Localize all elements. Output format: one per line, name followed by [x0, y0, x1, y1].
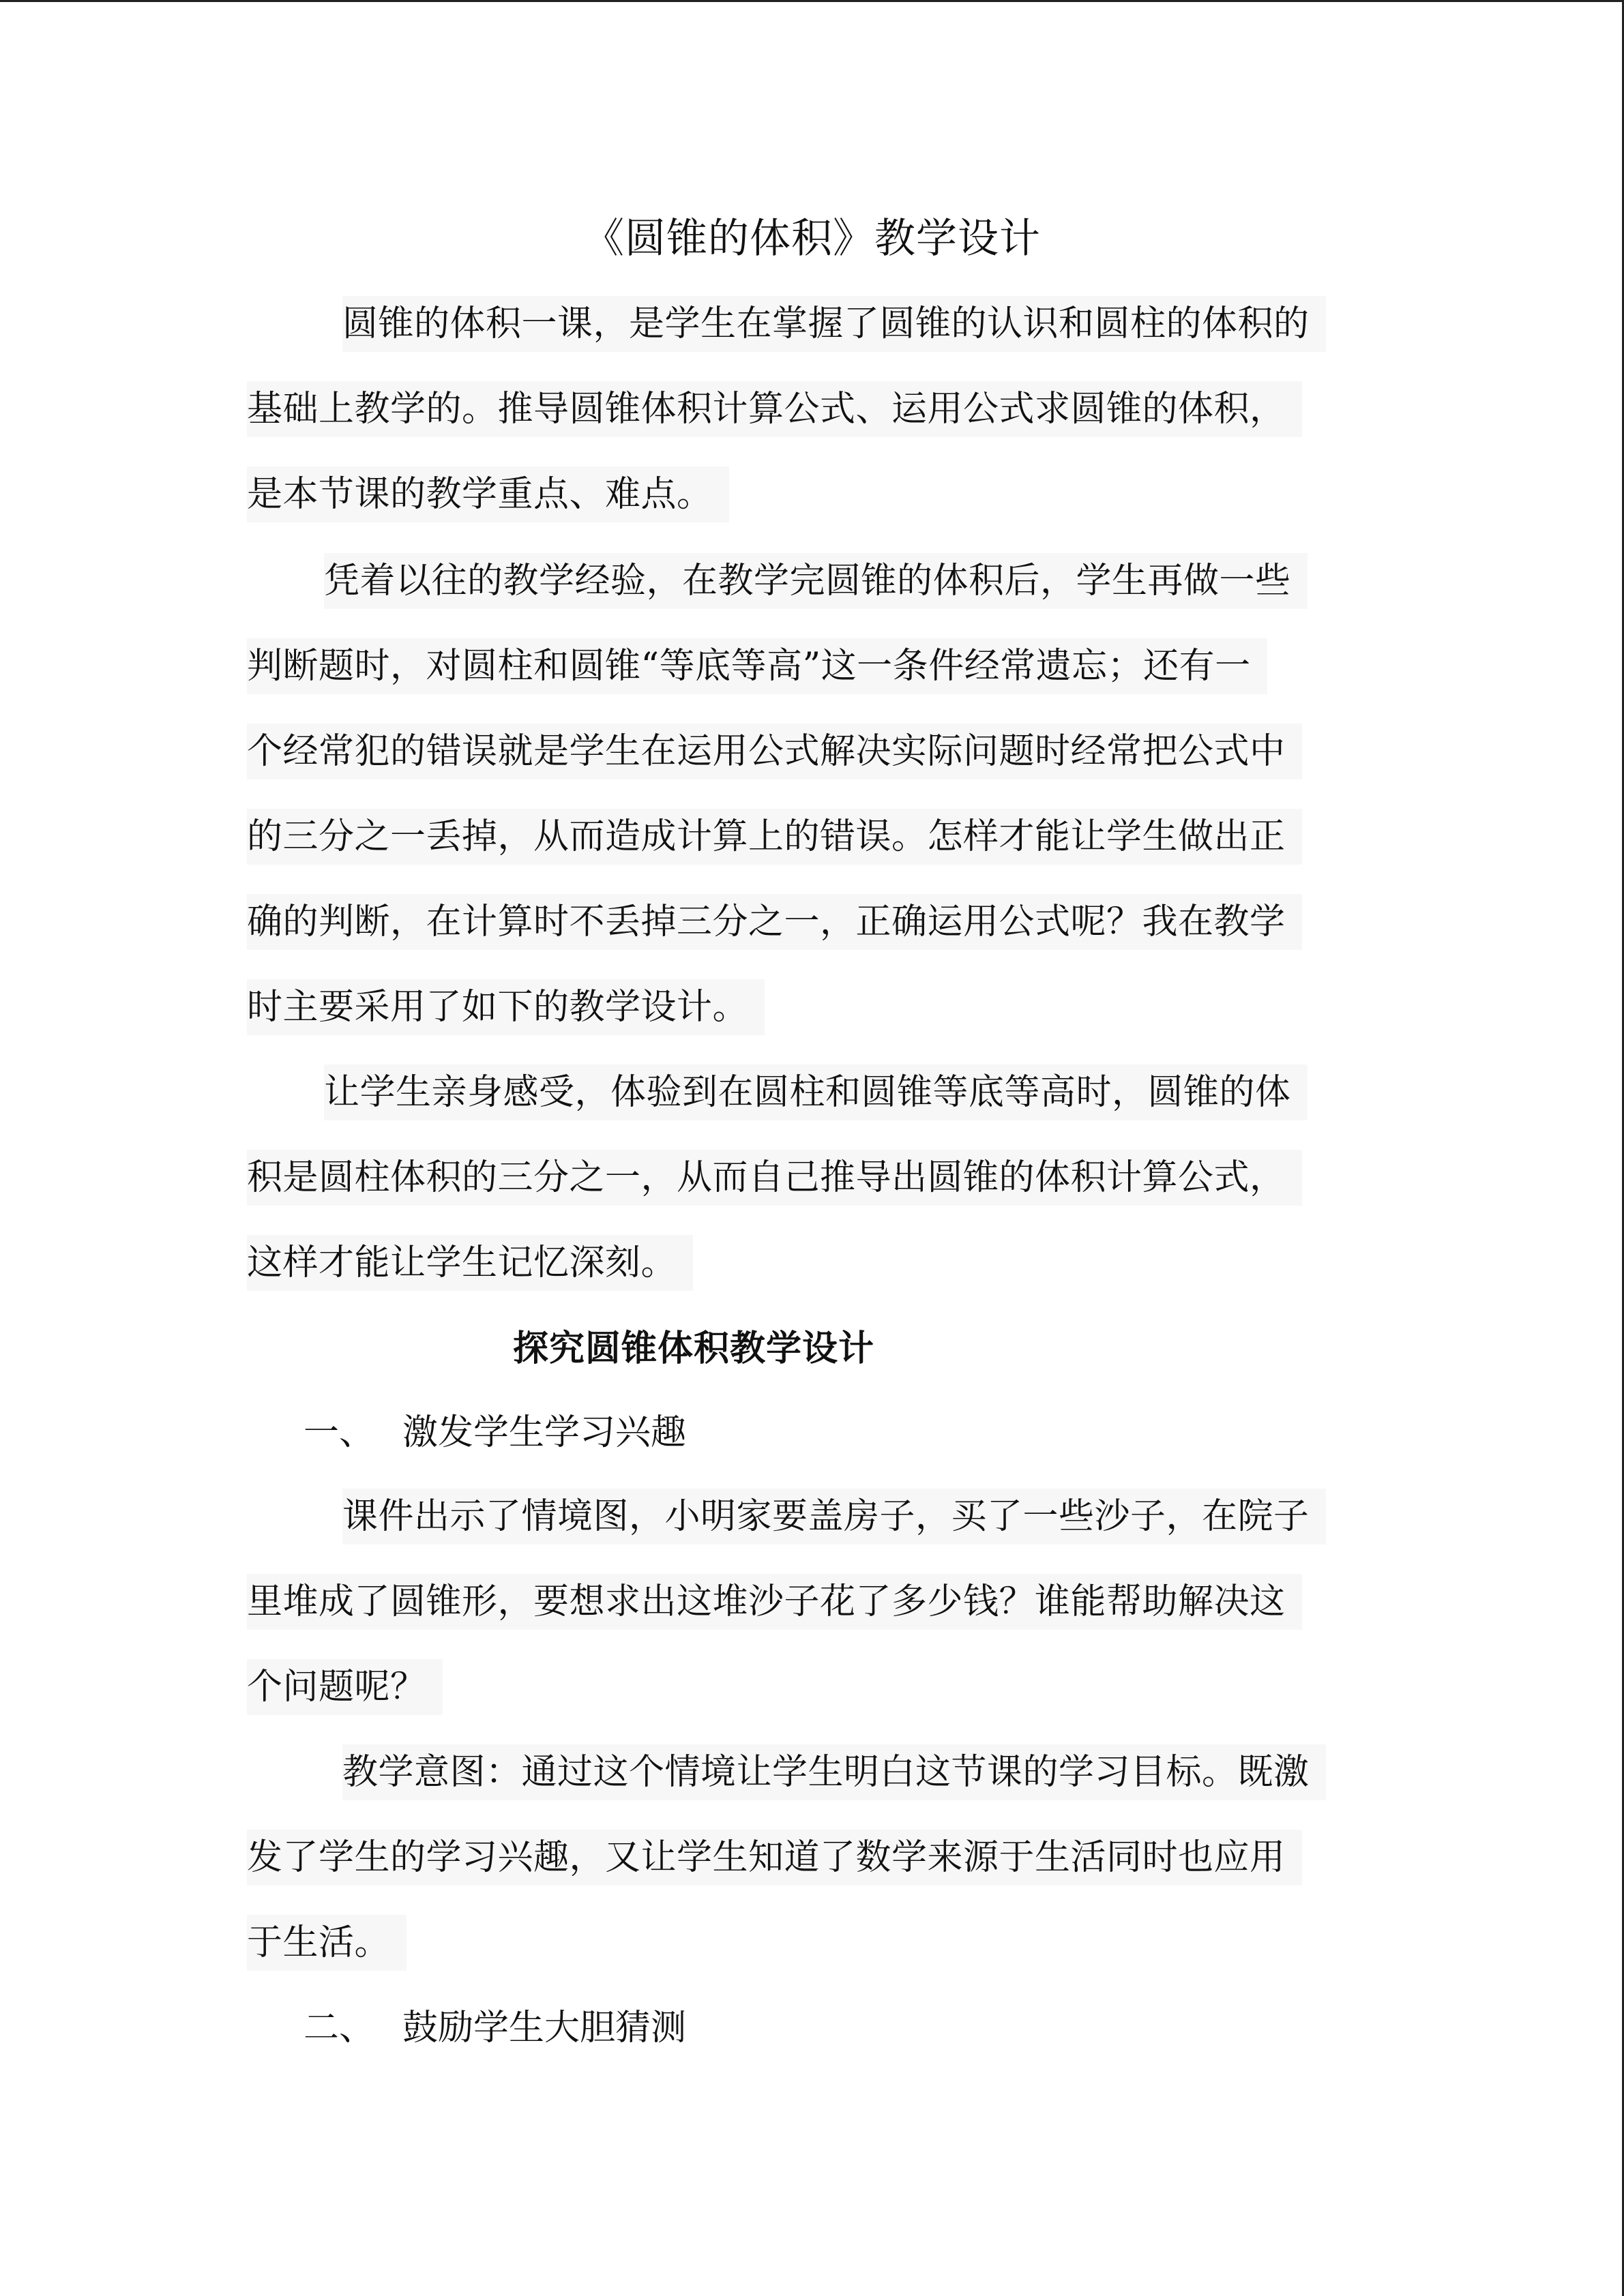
- section-1-number: 一、: [304, 1412, 375, 1453]
- paragraph-2-line-3: 个经常犯的错误就是学生在运用公式解决实际问题时经常把公式中: [247, 724, 1302, 779]
- paragraph-2-line-5: 确的判断，在计算时不丢掉三分之一，正确运用公式呢？我在教学: [247, 894, 1302, 950]
- section-1-title: 激发学生学习兴趣: [402, 1412, 687, 1453]
- section-1-paragraph-1-line-1: 课件出示了情境图，小明家要盖房子，买了一些沙子，在院子: [342, 1489, 1326, 1545]
- paragraph-2-line-1: 凭着以往的教学经验，在教学完圆锥的体积后，学生再做一些: [324, 553, 1308, 609]
- section-1-heading: [304, 1405, 917, 1461]
- section-subtitle: 探究圆锥体积教学设计: [513, 1328, 875, 1369]
- paragraph-2-line-4: 的三分之一丢掉，从而造成计算上的错误。怎样才能让学生做出正: [247, 809, 1302, 865]
- section-2-heading: [304, 2000, 917, 2056]
- section-2-title: 鼓励学生大胆猜测: [402, 2008, 687, 2048]
- paragraph-1-line-1: 圆锥的体积一课，是学生在掌握了圆锥的认识和圆柱的体积的: [342, 296, 1326, 352]
- section-1-paragraph-1-line-3: 个问题呢？: [247, 1659, 443, 1715]
- page-border-top: [0, 0, 1624, 2]
- paragraph-2-line-6: 时主要采用了如下的教学设计。: [247, 979, 765, 1035]
- paragraph-1-line-3: 是本节课的教学重点、难点。: [247, 466, 729, 522]
- document-title: 《圆锥的体积》教学设计: [583, 215, 1041, 263]
- section-1-paragraph-2-line-3: 于生活。: [247, 1915, 407, 1971]
- paragraph-3-line-1: 让学生亲身感受，体验到在圆柱和圆锥等底等高时，圆锥的体: [324, 1064, 1308, 1120]
- paragraph-1-line-2: 基础上教学的。推导圆锥体积计算公式、运用公式求圆锥的体积，: [247, 381, 1302, 437]
- section-1-paragraph-2-line-1: 教学意图：通过这个情境让学生明白这节课的学习目标。既激: [342, 1744, 1326, 1800]
- paragraph-3-line-3: 这样才能让学生记忆深刻。: [247, 1235, 693, 1291]
- section-2-number: 二、: [304, 2008, 375, 2048]
- paragraph-2-line-2: 判断题时，对圆柱和圆锥“等底等高”这一条件经常遗忘；还有一: [247, 638, 1267, 694]
- paragraph-3-line-2: 积是圆柱体积的三分之一，从而自己推导出圆锥的体积计算公式，: [247, 1150, 1302, 1206]
- section-1-paragraph-1-line-2: 里堆成了圆锥形，要想求出这堆沙子花了多少钱？谁能帮助解决这: [247, 1574, 1302, 1630]
- section-1-paragraph-2-line-2: 发了学生的学习兴趣，又让学生知道了数学来源于生活同时也应用: [247, 1830, 1302, 1885]
